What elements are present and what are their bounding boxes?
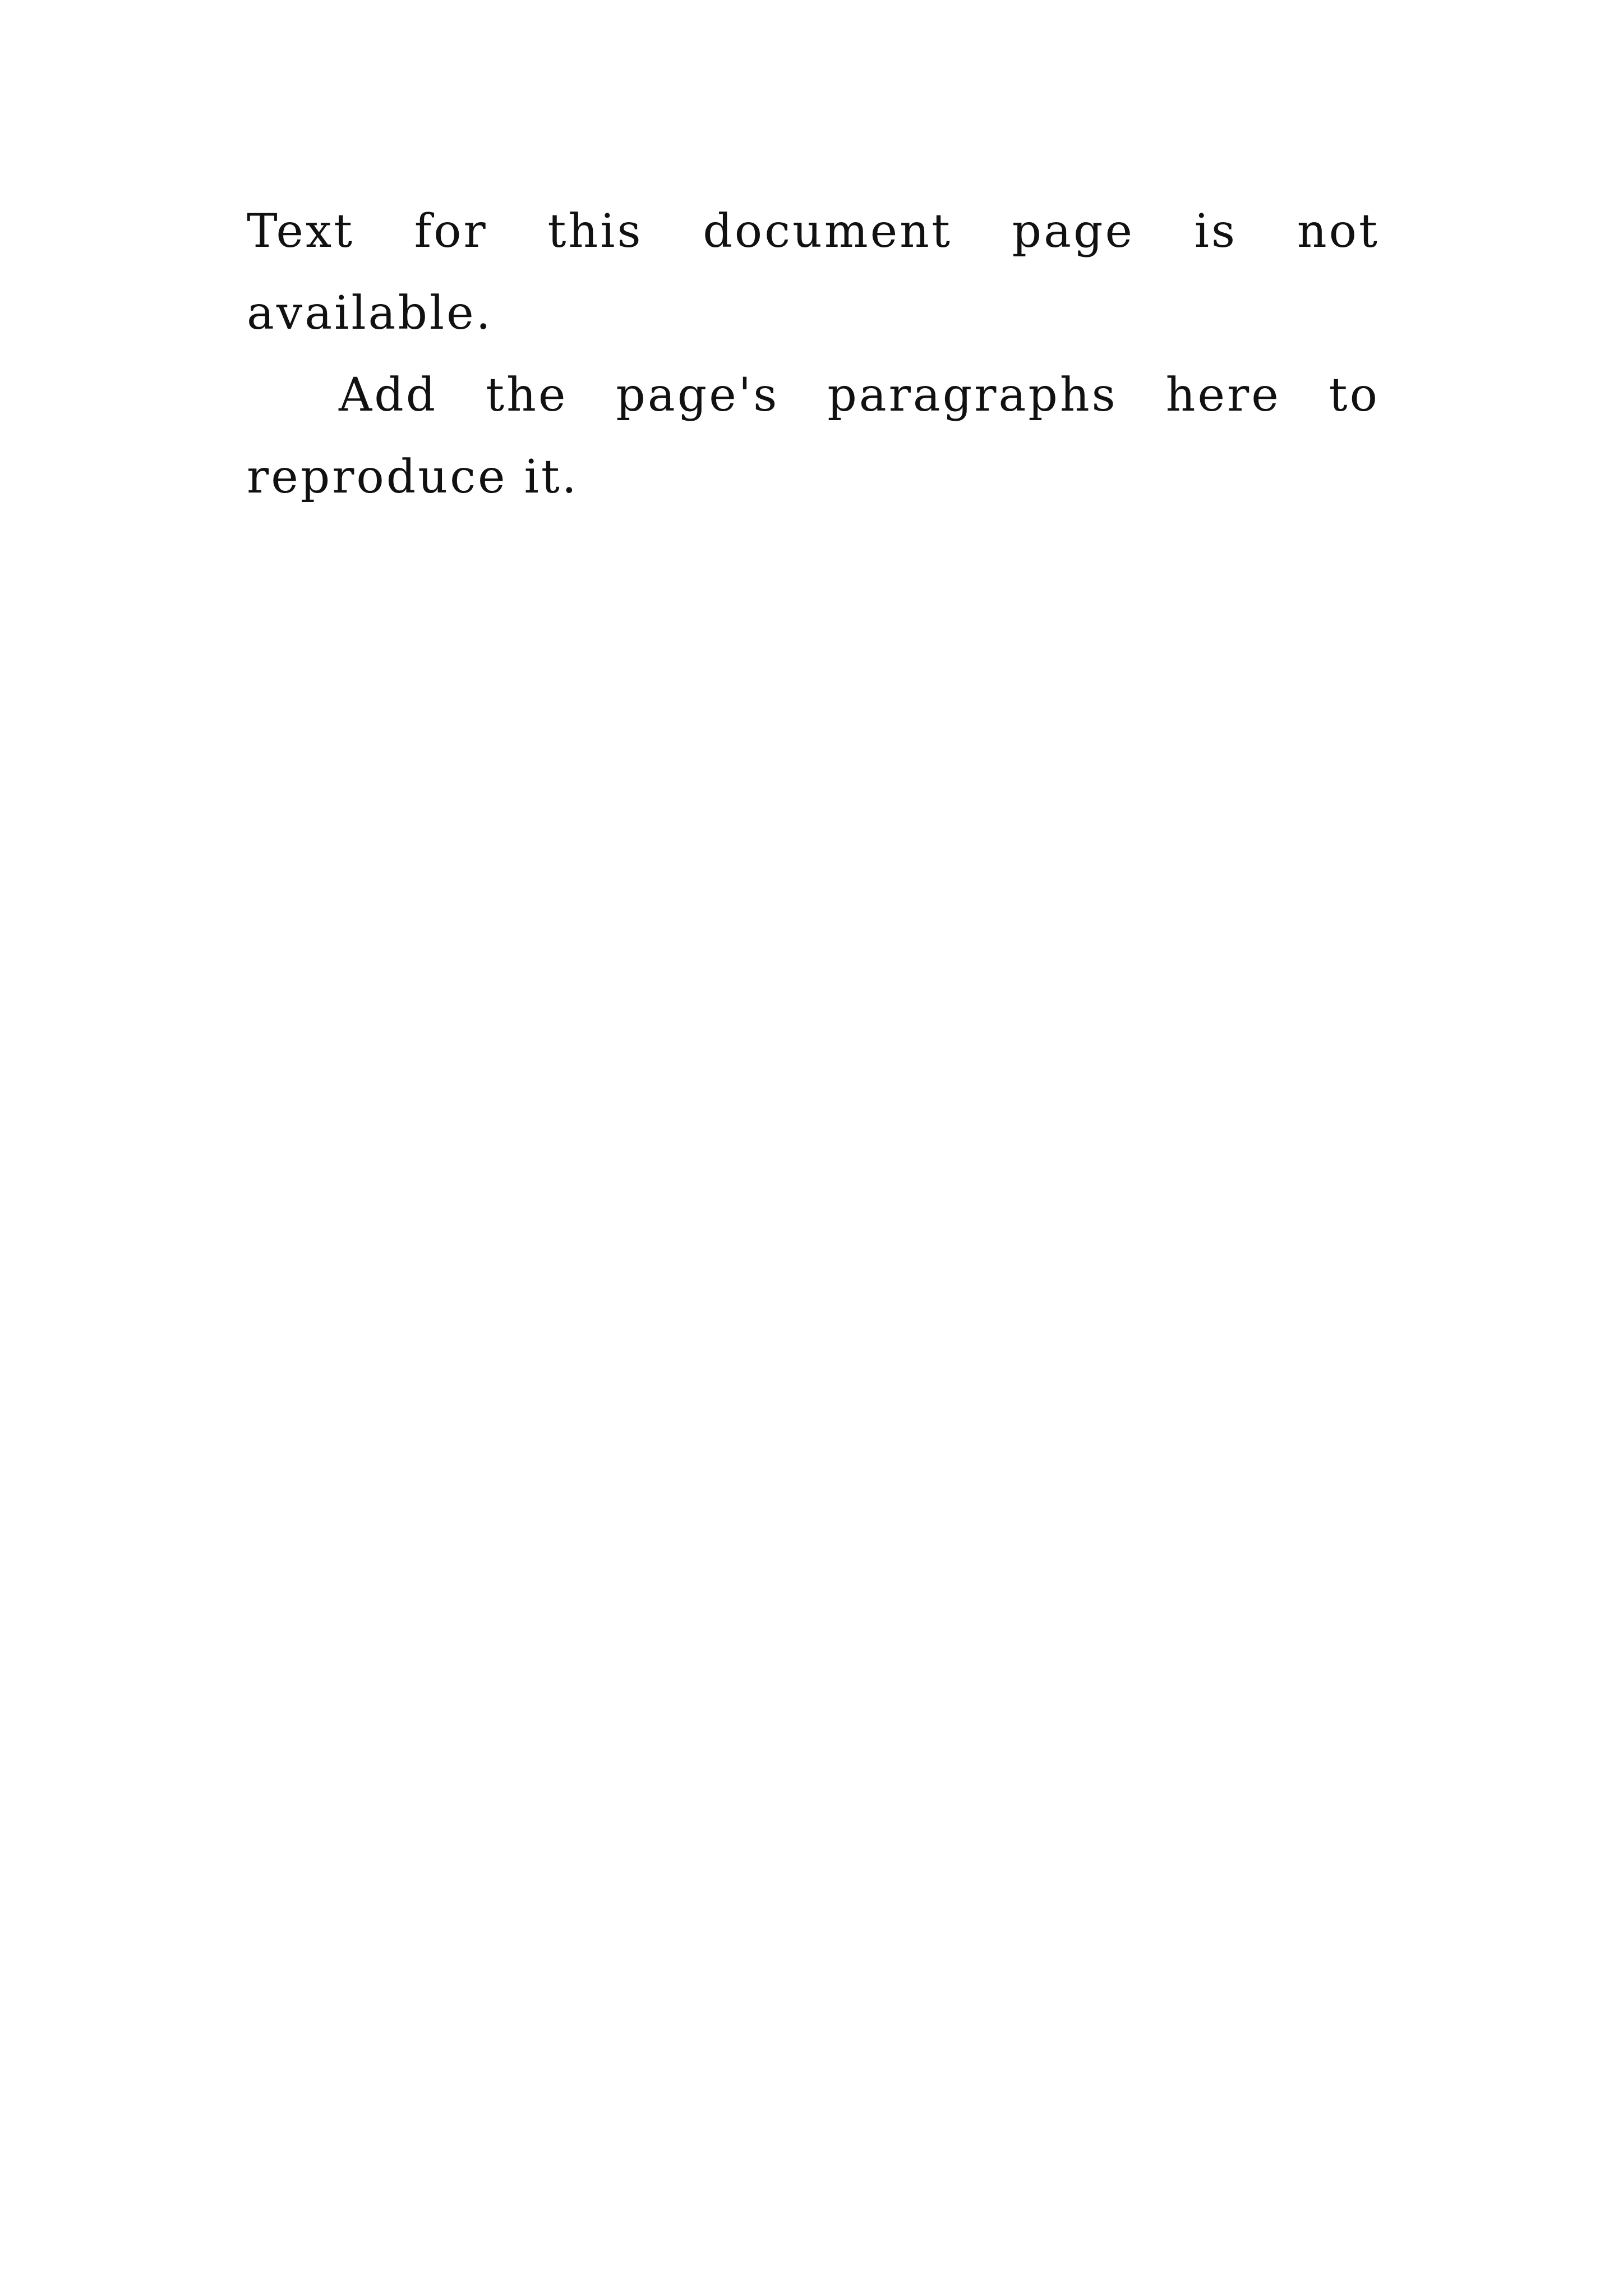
paragraph: Add the page's paragraphs here to reproduce it. (247, 369, 1380, 504)
paragraph: Text for this document page is not available. (247, 205, 1380, 340)
document-body (247, 191, 1380, 518)
